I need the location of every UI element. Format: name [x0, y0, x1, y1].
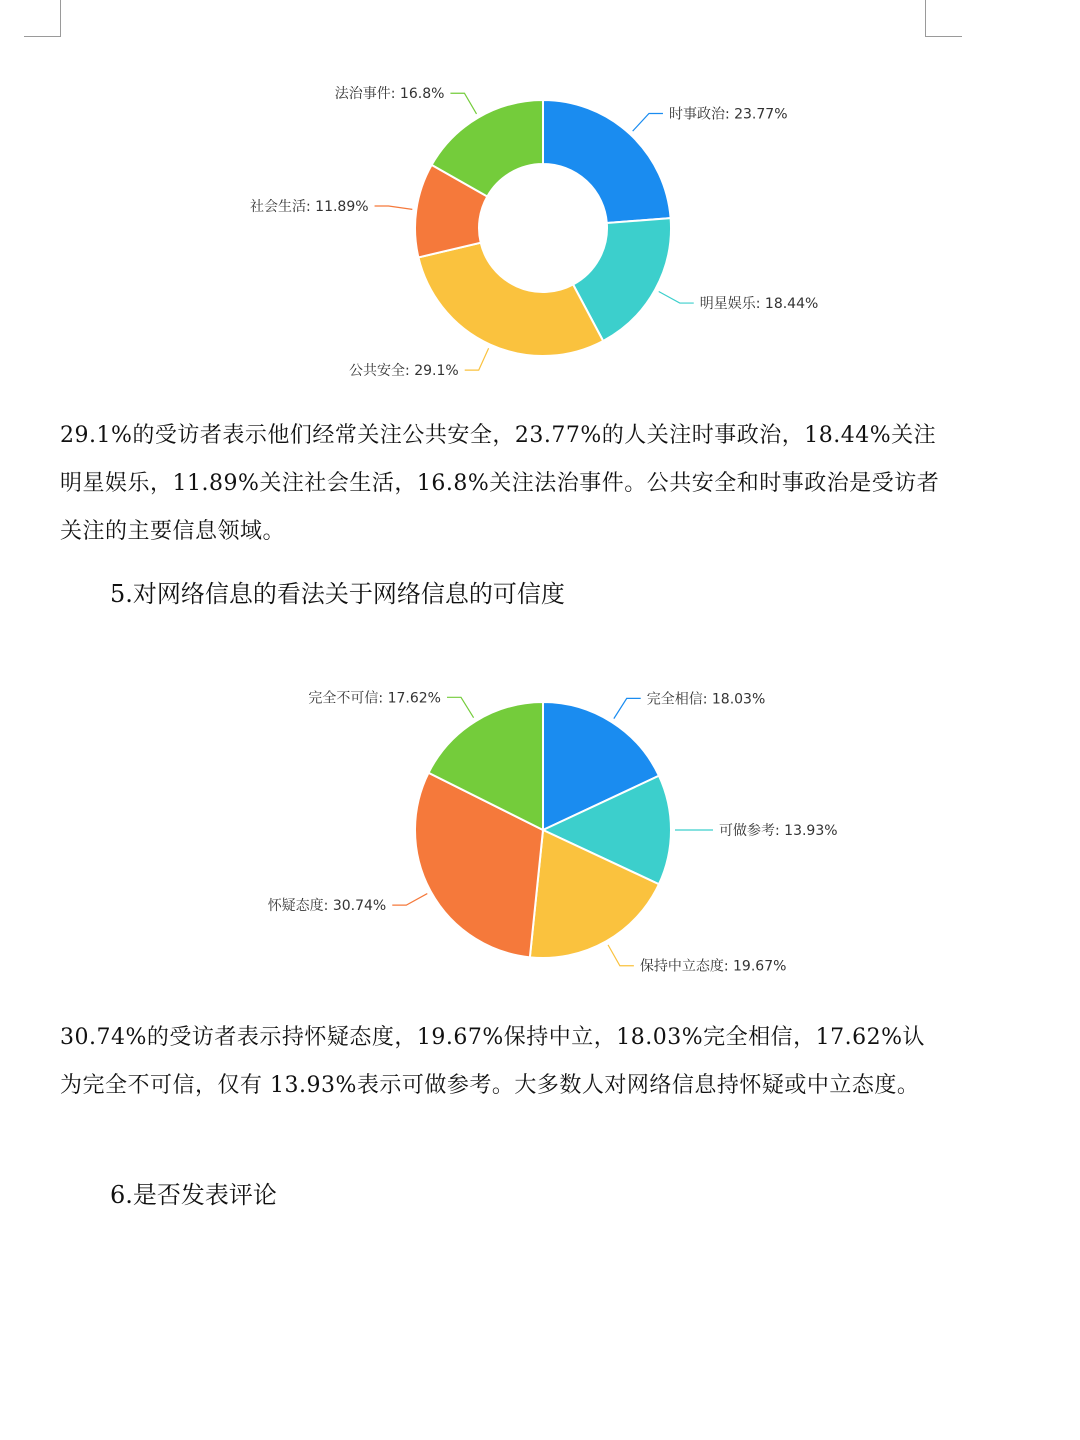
section-heading-5: 5.对网络信息的看法关于网络信息的可信度	[110, 580, 565, 608]
chart1-leader-line-0	[633, 114, 663, 132]
chart2-slice-label-2: 保持中立态度: 19.67%	[639, 958, 787, 975]
chart1-leader-line-2	[465, 348, 489, 370]
crop-mark-left	[24, 0, 61, 37]
chart1-slice-label-1: 明星娱乐: 18.44%	[699, 296, 819, 313]
paragraph-credibility: 30.74%的受访者表示持怀疑态度，19.67%保持中立，18.03%完全相信，17.62%认为完全不可信，仅有 13.93%表示可做参考。大多数人对网络信息持怀疑或中立态度。	[60, 1025, 926, 1098]
chart1-slice-2	[418, 243, 603, 356]
chart1-slice-label-2: 公共安全: 29.1%	[349, 363, 459, 380]
section-heading-6: 6.是否发表评论	[110, 1181, 277, 1209]
chart2-leader-line-0	[614, 698, 641, 718]
chart2-slice-label-3: 怀疑态度: 30.74%	[267, 898, 387, 915]
news-topics-donut-chart	[0, 60, 1080, 400]
chart2-slice-label-1: 可做参考: 13.93%	[719, 822, 838, 839]
chart1-leader-line-3	[375, 206, 413, 209]
paragraph-news-topics: 29.1%的受访者表示他们经常关注公共安全，23.77%的人关注时事政治，18.44%关注明星娱乐，11.89%关注社会生活，16.8%关注法治事件。公共安全和时事政治是受访者关注的主要信息领域。	[60, 423, 940, 544]
chart1-slice-label-3: 社会生活: 11.89%	[250, 198, 369, 215]
chart2-slice-label-4: 完全不可信: 17.62%	[308, 690, 441, 707]
crop-mark-right	[925, 0, 962, 37]
chart1-leader-line-4	[450, 93, 476, 114]
chart1-slice-label-4: 法治事件: 16.8%	[334, 86, 445, 103]
chart2-leader-line-3	[392, 894, 427, 906]
chart2-leader-line-2	[608, 945, 634, 966]
chart2-leader-line-4	[447, 697, 474, 717]
credibility-pie-chart	[0, 660, 1080, 1000]
chart1-slice-0	[543, 100, 671, 223]
chart2-slice-label-0: 完全相信: 18.03%	[646, 691, 766, 708]
chart1-slice-label-0: 时事政治: 23.77%	[668, 106, 788, 123]
chart1-leader-line-1	[659, 292, 694, 304]
